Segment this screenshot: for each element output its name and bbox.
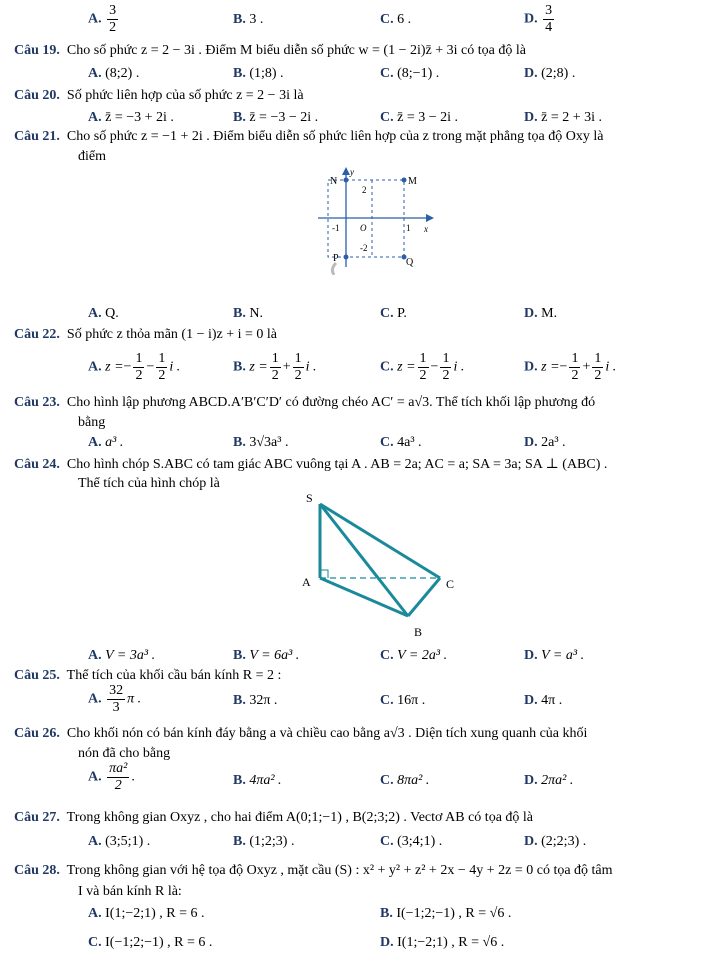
q27-option-c: [380, 834, 442, 850]
option-label: B.: [233, 359, 246, 375]
q23-option-d: [524, 435, 566, 451]
decorative-curve: [332, 263, 336, 275]
q24-option-b: [233, 648, 299, 664]
q24-stem: [14, 456, 607, 473]
label-s: S: [306, 491, 313, 505]
question-text: Trong không gian với hệ tọa độ Oxyz , mặt cầu (S) : x² + y² + z² + 2x − 4y + 2z = 0 có tọa độ tâm: [66, 863, 613, 878]
option-label: D.: [380, 935, 394, 950]
question-number: Câu 28.: [14, 863, 60, 878]
q18-option-c: [380, 12, 411, 28]
option-label: A.: [88, 110, 102, 125]
imaginary-unit: i .: [453, 359, 465, 375]
option-value: (1;2;3) .: [249, 834, 295, 849]
option-value: (8;−1) .: [397, 66, 440, 81]
q27-option-d: [524, 834, 586, 850]
question-number: Câu 26.: [14, 726, 60, 741]
question-text: Số phức z thỏa mãn (1 − i)z + i = 0 là: [66, 327, 278, 342]
q22-option-b: B. z = $\frac{1}{2}$ + $\frac{1}{2}$ i .: [233, 351, 317, 383]
q23-option-c: [380, 435, 422, 451]
label-q: Q: [406, 257, 414, 268]
denominator: 2: [442, 368, 450, 383]
q23-stem: [14, 395, 595, 411]
option-label: C.: [380, 359, 394, 375]
q26-option-d: [524, 773, 573, 789]
option-value: V = 3a³ .: [105, 648, 156, 663]
q21-option-c: [380, 306, 407, 322]
option-value: (3;4;1) .: [397, 834, 443, 849]
edge-sb: [320, 504, 408, 616]
question-text: Số phức liên hợp của số phức z = 2 − 3i là: [66, 88, 304, 103]
q21-option-d: [524, 306, 557, 322]
option-value: 3 .: [249, 12, 264, 27]
option-label: C.: [380, 66, 394, 81]
tick-minus-2: -2: [360, 243, 368, 253]
numerator: 3: [109, 3, 117, 18]
tick-1: 1: [406, 223, 411, 233]
option-label: C.: [380, 648, 394, 663]
fraction: [107, 4, 118, 35]
option-value: (2;8) .: [541, 66, 576, 81]
label-c: C: [446, 577, 455, 591]
q20-option-a: [88, 110, 174, 126]
q19-stem: [14, 43, 526, 59]
imaginary-unit: i .: [169, 359, 181, 375]
lhs: z =: [249, 359, 268, 375]
q18-option-d: [524, 4, 556, 35]
option-label: C.: [380, 12, 394, 27]
option-value: 16π .: [397, 693, 426, 708]
option-value: 4a³ .: [397, 435, 422, 450]
tick-2: 2: [362, 185, 367, 195]
option-label: C.: [380, 306, 394, 321]
option-value: (8;2) .: [105, 66, 140, 81]
option-label: B.: [233, 110, 246, 125]
option-label: C.: [88, 935, 102, 950]
option-value: 32π .: [249, 693, 278, 708]
q19-option-c: [380, 66, 439, 82]
option-label: C.: [380, 693, 394, 708]
fraction: [543, 4, 554, 35]
option-value: 2πa² .: [541, 773, 574, 788]
numerator: 1: [158, 351, 166, 366]
option-label: C.: [380, 834, 394, 849]
q19-option-a: [88, 66, 139, 82]
q28-option-d: [380, 935, 504, 951]
numerator: 1: [294, 351, 302, 366]
question-number: Câu 21.: [14, 129, 60, 144]
q21-option-a: [88, 306, 119, 322]
label-n: N: [330, 176, 338, 187]
numerator: 1: [271, 351, 279, 366]
q22-option-a: A. z =− $\frac{1}{2}$ − $\frac{1}{2}$ i .: [88, 351, 181, 383]
option-label: C.: [380, 110, 394, 125]
denominator: 3: [112, 700, 120, 715]
label-b: B: [414, 625, 423, 639]
option-label: D.: [524, 773, 538, 788]
q25-option-a: [88, 684, 141, 715]
question-text-continued: I và bán kính R là:: [78, 884, 182, 899]
q20-option-d: [524, 110, 602, 126]
option-label: A.: [88, 11, 102, 27]
numerator: 3: [545, 3, 553, 18]
option-value: 2a³ .: [541, 435, 566, 450]
question-text: Cho hình chóp S.ABC có tam giác ABC vuông tại A . AB = 2a; AC = a; SA = 3a; SA ⊥ (ABC) .: [66, 457, 608, 472]
denominator: 2: [419, 368, 427, 383]
option-label: D.: [524, 306, 538, 321]
q22-option-d: D. z =− $\frac{1}{2}$ + $\frac{1}{2}$ i .: [524, 351, 617, 383]
imaginary-unit: i .: [605, 359, 617, 375]
option-value: (3;5;1) .: [105, 834, 151, 849]
fraction: [107, 684, 125, 715]
q21-coordinate-figure: [300, 165, 440, 275]
option-label: B.: [233, 773, 246, 788]
option-label: A.: [88, 306, 102, 321]
option-value: z̄ = −3 + 2i .: [105, 110, 174, 125]
q27-stem: [14, 810, 533, 826]
edge-bc: [408, 578, 440, 616]
option-value: z̄ = −3 − 2i .: [249, 110, 319, 125]
option-value: a³ .: [105, 435, 124, 450]
tick-minus-1: -1: [332, 223, 340, 233]
q19-option-d: [524, 66, 575, 82]
option-value: V = 6a³ .: [249, 648, 300, 663]
q28-option-a: [88, 906, 205, 922]
q25-option-d: [524, 693, 562, 709]
option-value: Q.: [105, 306, 119, 321]
question-text: Cho hình lập phương ABCD.A′B′C′D′ có đường chéo AC′ = a√3. Thể tích khối lập phương đó: [66, 395, 596, 410]
option-label: A.: [88, 834, 102, 849]
q20-option-c: [380, 110, 458, 126]
question-text: Cho số phức z = 2 − 3i . Điểm M biểu diễn số phức w = (1 − 2i)z̄ + 3i có tọa độ là: [66, 43, 526, 58]
numerator: 32: [109, 683, 124, 698]
option-label: A.: [88, 691, 102, 707]
option-label: B.: [233, 66, 246, 81]
numerator: πa²: [109, 761, 128, 776]
option-label: B.: [233, 648, 246, 663]
fraction: [293, 352, 304, 383]
question-text-continued: nón đã cho bằng: [78, 746, 171, 761]
question-text-continued: điểm: [78, 149, 106, 164]
option-label: B.: [233, 435, 246, 450]
q21-option-b: [233, 306, 263, 322]
option-label: D.: [524, 359, 538, 375]
option-value: (1;8) .: [249, 66, 284, 81]
lhs: z =: [105, 359, 124, 375]
option-label: A.: [88, 66, 102, 81]
q25-stem: [14, 668, 281, 684]
option-label: D.: [524, 693, 538, 708]
q28-stem: [14, 863, 613, 879]
question-text: Thể tích của khối cầu bán kính R = 2 :: [66, 668, 282, 683]
question-text: Cho khối nón có bán kính đáy bằng a và chiều cao bằng a√3 . Diện tích xung quanh của khối: [66, 726, 588, 741]
option-label: B.: [233, 834, 246, 849]
lhs: z =: [397, 359, 416, 375]
option-value: z̄ = 2 + 3i .: [541, 110, 603, 125]
denominator: 2: [158, 368, 166, 383]
question-number: Câu 22.: [14, 327, 60, 342]
q28-option-c: [88, 935, 212, 951]
option-label: B.: [380, 906, 393, 921]
question-number: Câu 23.: [14, 395, 60, 410]
point-m: [402, 178, 407, 183]
label-p: P: [333, 253, 339, 264]
numerator: 1: [419, 351, 427, 366]
q22-stem: [14, 327, 277, 343]
edge-sc: [320, 504, 440, 578]
option-tail: π .: [127, 691, 142, 707]
denominator: 2: [571, 368, 579, 383]
point-p: [344, 255, 349, 260]
q25-option-b: [233, 693, 277, 709]
y-axis-arrow: [342, 167, 350, 175]
denominator: 2: [135, 368, 143, 383]
q22-option-c: C. z = $\frac{1}{2}$ − $\frac{1}{2}$ i .: [380, 351, 465, 383]
fraction: [156, 352, 167, 383]
option-label: C.: [380, 773, 394, 788]
question-number: Câu 24.: [14, 457, 60, 472]
q25-option-c: [380, 693, 425, 709]
q21-stem: [14, 129, 603, 145]
question-text-continued: bằng: [78, 415, 106, 430]
fraction: [440, 352, 451, 383]
q18-option-a: [88, 4, 120, 35]
option-value: N.: [249, 306, 263, 321]
option-label: D.: [524, 110, 538, 125]
option-label: D.: [524, 648, 538, 663]
label-y: y: [350, 167, 354, 177]
option-value: 4π .: [541, 693, 563, 708]
q24-option-a: [88, 648, 155, 664]
numerator: 1: [135, 351, 143, 366]
option-label: A.: [88, 435, 102, 450]
q19-option-b: [233, 66, 284, 82]
option-value: I(1;−2;1) , R = 6 .: [105, 906, 205, 921]
lhs: z =: [541, 359, 560, 375]
fraction: [418, 352, 429, 383]
option-label: D.: [524, 834, 538, 849]
option-value: M.: [541, 306, 558, 321]
question-text: Trong không gian Oxyz , cho hai điểm A(0;1;−1) , B(2;3;2) . Vectơ AB có tọa độ là: [66, 810, 534, 825]
option-label: D.: [524, 11, 538, 27]
question-number: Câu 25.: [14, 668, 60, 683]
option-label: B.: [233, 12, 246, 27]
denominator: 2: [271, 368, 279, 383]
fraction: [133, 352, 144, 383]
numerator: 1: [594, 351, 602, 366]
label-origin: O: [360, 223, 367, 233]
option-label: C.: [380, 435, 394, 450]
q28-option-b: [380, 906, 511, 922]
option-value: I(−1;2;−1) , R = √6 .: [396, 906, 512, 921]
option-value: (2;2;3) .: [541, 834, 587, 849]
option-value: z̄ = 3 − 2i .: [397, 110, 459, 125]
x-axis-arrow: [426, 214, 434, 222]
label-x: x: [424, 224, 428, 234]
option-value: I(−1;2;−1) , R = 6 .: [105, 935, 213, 950]
point-n: [344, 178, 349, 183]
option-value: 3√3a³ .: [249, 435, 289, 450]
option-label: A.: [88, 359, 102, 375]
q23-option-b: [233, 435, 288, 451]
question-text: Cho số phức z = −1 + 2i . Điểm biểu diễn số phức liên hợp của z trong mặt phẳng tọa độ Oxy là: [66, 129, 604, 144]
question-number: Câu 20.: [14, 88, 60, 103]
question-number: Câu 27.: [14, 810, 60, 825]
option-value: I(1;−2;1) , R = √6 .: [397, 935, 505, 950]
q20-stem: [14, 88, 304, 104]
q23-option-a: [88, 435, 123, 451]
denominator: 2: [294, 368, 302, 383]
option-value: 4πa² .: [249, 773, 282, 788]
option-label: D.: [524, 66, 538, 81]
label-a: A: [302, 575, 311, 589]
imaginary-unit: i .: [305, 359, 317, 375]
q26-stem: [14, 726, 587, 742]
q20-option-b: [233, 110, 318, 126]
q24-option-d: [524, 648, 584, 664]
q24-option-c: [380, 648, 447, 664]
fraction: [270, 352, 281, 383]
q26-option-b: [233, 773, 282, 789]
fraction: [569, 352, 580, 383]
q27-option-a: [88, 834, 150, 850]
option-label: A.: [88, 769, 102, 785]
q26-option-c: [380, 773, 429, 789]
numerator: 1: [571, 351, 579, 366]
denominator: 4: [545, 20, 553, 35]
q24-pyramid-figure: [296, 490, 466, 640]
option-value: 8πa² .: [397, 773, 430, 788]
q26-option-a: A. $\frac{\text{πa²}}{2}$ .: [88, 761, 135, 793]
label-m: M: [408, 176, 417, 187]
option-value: V = a³ .: [541, 648, 585, 663]
q18-option-b: [233, 12, 263, 28]
question-number: Câu 19.: [14, 43, 60, 58]
fraction: [107, 762, 129, 793]
denominator: 2: [594, 368, 602, 383]
denominator: 2: [109, 20, 117, 35]
option-value: V = 2a³ .: [397, 648, 448, 663]
option-label: B.: [233, 693, 246, 708]
option-label: A.: [88, 648, 102, 663]
option-value: 6 .: [397, 12, 412, 27]
fraction: [592, 352, 603, 383]
option-label: B.: [233, 306, 246, 321]
numerator: 1: [442, 351, 450, 366]
question-text-continued: Thể tích của hình chóp là: [78, 476, 220, 491]
option-label: D.: [524, 435, 538, 450]
option-label: A.: [88, 906, 102, 921]
option-value: P.: [397, 306, 407, 321]
q27-option-b: [233, 834, 294, 850]
denominator: 2: [114, 778, 122, 793]
